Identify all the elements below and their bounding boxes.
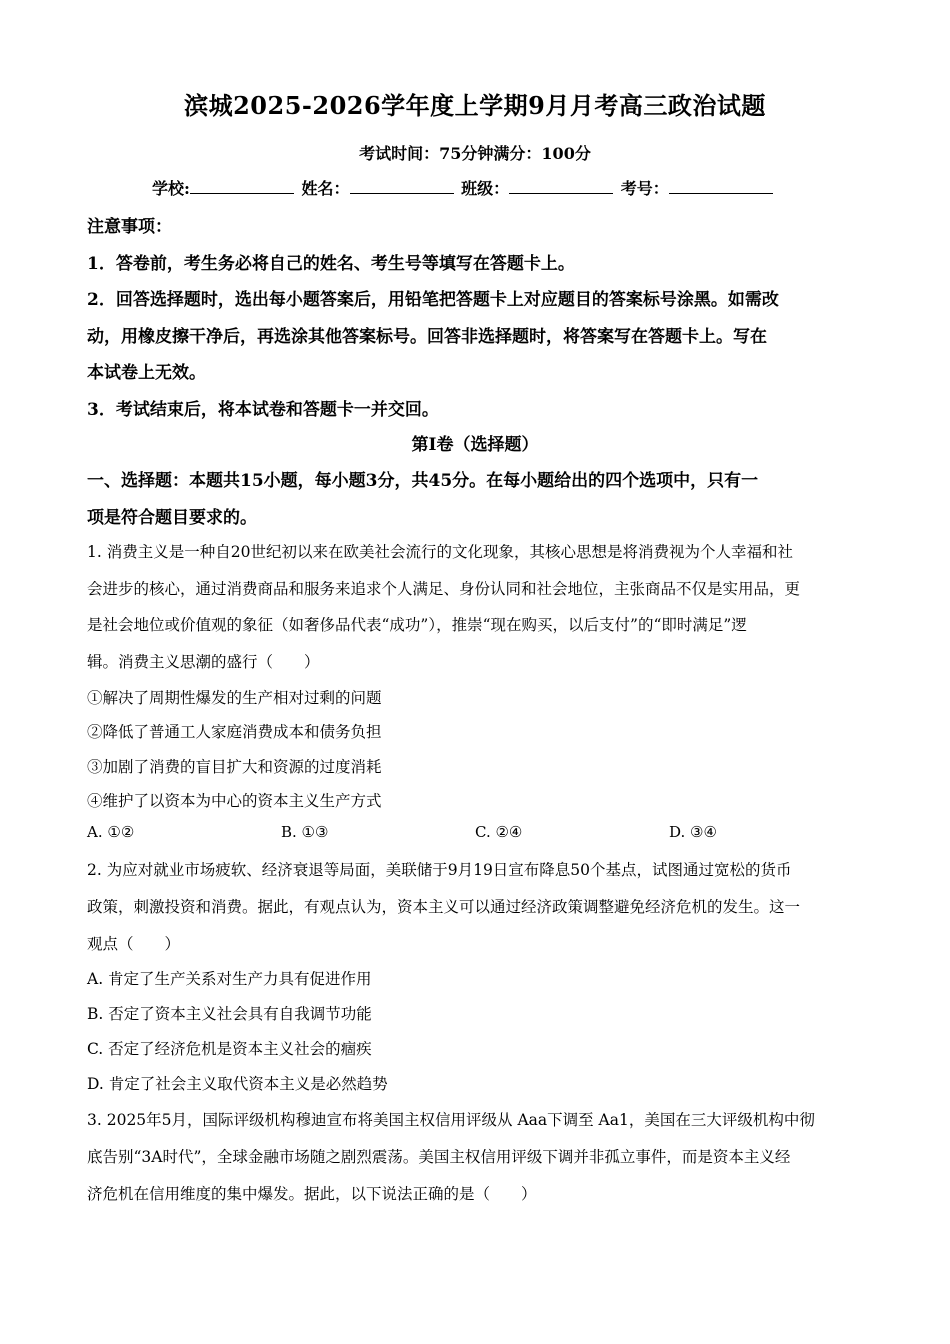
notes-heading: 注意事项： (87, 217, 172, 237)
q2-option-a[interactable]: A. 肯定了生产关系对生产力具有促进作用 (87, 970, 372, 988)
number-blank[interactable] (669, 176, 773, 194)
q2-stem-line-3: 观点（ ） (87, 935, 181, 953)
section-intro-line-2: 项是符合题目要求的。 (87, 508, 257, 528)
q1-option-a[interactable]: A. ①② (87, 823, 135, 841)
note-1: 1．答卷前，考生务必将自己的姓名、考生号等填写在答题卡上。 (87, 254, 575, 274)
q2-option-d[interactable]: D. 肯定了社会主义取代资本主义是必然趋势 (87, 1075, 388, 1093)
q1-statement-3: ③加剧了消费的盲目扩大和资源的过度消耗 (87, 758, 382, 776)
q1-statement-2: ②降低了普通工人家庭消费成本和债务负担 (87, 723, 382, 741)
q2-option-b[interactable]: B. 否定了资本主义社会具有自我调节功能 (87, 1005, 372, 1023)
school-blank[interactable] (190, 176, 294, 194)
note-2-line-2: 动，用橡皮擦干净后，再选涂其他答案标号。回答非选择题时，将答案写在答题卡上。写在 (87, 327, 767, 347)
name-blank[interactable] (350, 176, 454, 194)
q1-option-b[interactable]: B. ①③ (281, 823, 329, 841)
q1-stem-line-4: 辑。消费主义思潮的盛行（ ） (87, 653, 320, 671)
q1-stem-line-1: 1. 消费主义是一种自20世纪初以来在欧美社会流行的文化现象，其核心思想是将消费视为个人幸福和社 (87, 543, 793, 561)
q1-option-c[interactable]: C. ②④ (475, 823, 523, 841)
section-intro-line-1: 一、选择题：本题共15小题，每小题3分，共45分。在每小题给出的四个选项中，只有一 (87, 471, 759, 491)
q1-statement-4: ④维护了以资本为中心的资本主义生产方式 (87, 792, 382, 810)
q2-stem-line-2: 政策，刺激投资和消费。据此，有观点认为，资本主义可以通过经济政策调整避免经济危机的发生。这一 (87, 898, 801, 916)
note-3: 3．考试结束后，将本试卷和答题卡一并交回。 (87, 400, 439, 420)
q1-stem-line-3: 是社会地位或价值观的象征（如奢侈品代表“成功”），推崇“现在购买，以后支付”的“即时满足”逻 (87, 616, 747, 634)
number-label: 考号： (620, 179, 669, 198)
class-label: 班级： (461, 179, 510, 198)
note-2-line-1: 2．回答选择题时，选出每小题答案后，用铅笔把答题卡上对应题目的答案标号涂黑。如需改 (87, 290, 779, 310)
student-info-fields (152, 176, 775, 199)
q2-option-c[interactable]: C. 否定了经济危机是资本主义社会的痼疾 (87, 1040, 372, 1058)
class-blank[interactable] (509, 176, 613, 194)
q2-stem-line-1: 2. 为应对就业市场疲软、经济衰退等局面，美联储于9月19日宣布降息50个基点，试图通过宽松的货币 (87, 861, 792, 879)
q3-stem-line-1: 3. 2025年5月，国际评级机构穆迪宣布将美国主权信用评级从 Aaa下调至 Aa1，美国在三大评级机构中彻 (87, 1111, 815, 1129)
exam-title: 滨城2025-2026学年度上学期9月月考高三政治试题 (184, 91, 766, 120)
name-label: 姓名： (301, 179, 350, 198)
q1-statement-1: ①解决了周期性爆发的生产相对过剩的问题 (87, 689, 382, 707)
q1-stem-line-2: 会进步的核心，通过消费商品和服务来追求个人满足、身份认同和社会地位，主张商品不仅是实用品，更 (87, 580, 801, 598)
q3-stem-line-2: 底告别“3A时代”，全球金融市场随之剧烈震荡。美国主权信用评级下调并非孤立事件，而是资本主义经 (87, 1148, 791, 1166)
exam-info: 考试时间：75分钟满分：100分 (359, 144, 591, 163)
school-label: 学校: (152, 179, 190, 198)
q3-stem-line-3: 济危机在信用维度的集中爆发。据此，以下说法正确的是（ ） (87, 1185, 537, 1203)
q1-option-d[interactable]: D. ③④ (669, 823, 717, 841)
note-2-line-3: 本试卷上无效。 (87, 363, 206, 383)
volume-heading: 第Ⅰ卷（选择题） (411, 435, 539, 455)
